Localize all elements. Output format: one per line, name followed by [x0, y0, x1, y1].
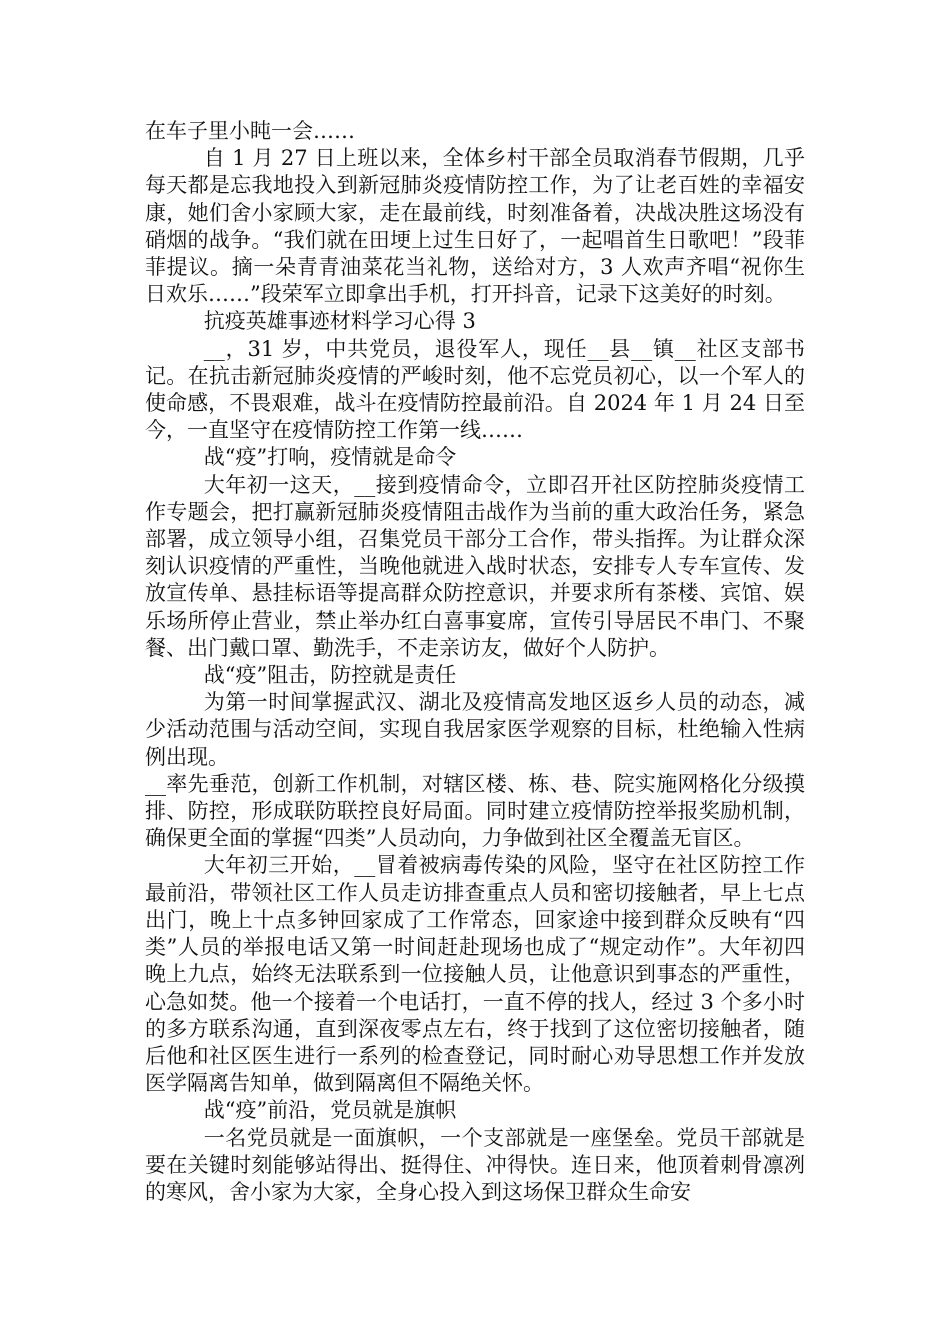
section-heading: 战“疫”打响，疫情就是命令	[203, 445, 457, 470]
body-paragraph: 在车子里小盹一会……	[145, 119, 355, 143]
body-paragraph: 一名党员就是一面旗帜，一个支部就是一座堡垒。党员干部就是要在关键时刻能够站得出、挺得住、冲得快。连日来，他顶着刺骨凛冽的寒风，舍小家为大家，全身心投入到这场保卫群众生命安	[145, 1125, 805, 1204]
section-heading: 战“疫”前沿，党员就是旗帜	[203, 1098, 457, 1123]
body-paragraph: 大年初三开始，__冒着被病毒传染的风险，坚守在社区防控工作最前沿，带领社区工作人员走访排查重点人员和密切接触者，早上七点出门，晚上十点多钟回家成了工作常态，回家途中接到群众反映有“四类”人员的举报电话又第一时间赶赴现场也成了“规定动作”。大年初四晚上九点，始终无法联系到一位接触人员，让他意识到事态的严重性，心急如焚。他一个接着一个电话打，一直不停的找人，经过 3 个多小时的多方联系沟通，直到深夜零点左右，终于找到了这位密切接触者，随后他和社区医生进行一系列的检查登记，同时耐心劝导思想工作并发放医学隔离告知单，做到隔离但不隔绝关怀。	[145, 853, 805, 1096]
body-paragraph: 为第一时间掌握武汉、湖北及疫情高发地区返乡人员的动态，减少活动范围与活动空间，实现自我居家医学观察的目标，杜绝输入性病例出现。	[145, 690, 805, 769]
body-paragraph: 自 1 月 27 日上班以来，全体乡村干部全员取消春节假期，几乎每天都是忘我地投入到新冠肺炎疫情防控工作，为了让老百姓的幸福安康，她们舍小家顾大家，走在最前线，时刻准备着，决战决胜这场没有硝烟的战争。“我们就在田埂上过生日好了，一起唱首生日歌吧！”段菲菲提议。摘一朵青青油菜花当礼物，送给对方，3 人欢声齐唱“祝你生日欢乐……”段荣军立即拿出手机，打开抖音，记录下这美好的时刻。	[145, 146, 805, 307]
section-heading: 抗疫英雄事迹材料学习心得 3	[203, 309, 476, 334]
body-paragraph: __，31 岁，中共党员，退役军人，现任__县__镇__社区支部书记。在抗击新冠肺炎疫情的严峻时刻，他不忘党员初心，以一个军人的使命感，不畏艰难，战斗在疫情防控最前沿。自 2024 年 1 月 24 日至今，一直坚守在疫情防控工作第一线……	[145, 336, 805, 443]
document-body	[145, 118, 805, 1206]
section-heading: 战“疫”阻击，防控就是责任	[203, 663, 457, 688]
body-paragraph: __率先垂范，创新工作机制，对辖区楼、栋、巷、院实施网格化分级摸排、防控，形成联防联控良好局面。同时建立疫情防控举报奖励机制，确保更全面的掌握“四类”人员动向，力争做到社区全覆盖无盲区。	[145, 771, 805, 851]
body-paragraph: 大年初一这天，__接到疫情命令，立即召开社区防控肺炎疫情工作专题会，把打赢新冠肺炎疫情阻击战作为当前的重大政治任务，紧急部署，成立领导小组，召集党员干部分工合作，带头指挥。为让群众深刻认识疫情的严重性，当晚他就进入战时状态，安排专人专车宣传、发放宣传单、悬挂标语等提高群众防控意识，并要求所有茶楼、宾馆、娱乐场所停止营业，禁止举办红白喜事宴席，宣传引导居民不串门、不聚餐、出门戴口罩、勤洗手，不走亲访友，做好个人防护。	[145, 472, 805, 660]
